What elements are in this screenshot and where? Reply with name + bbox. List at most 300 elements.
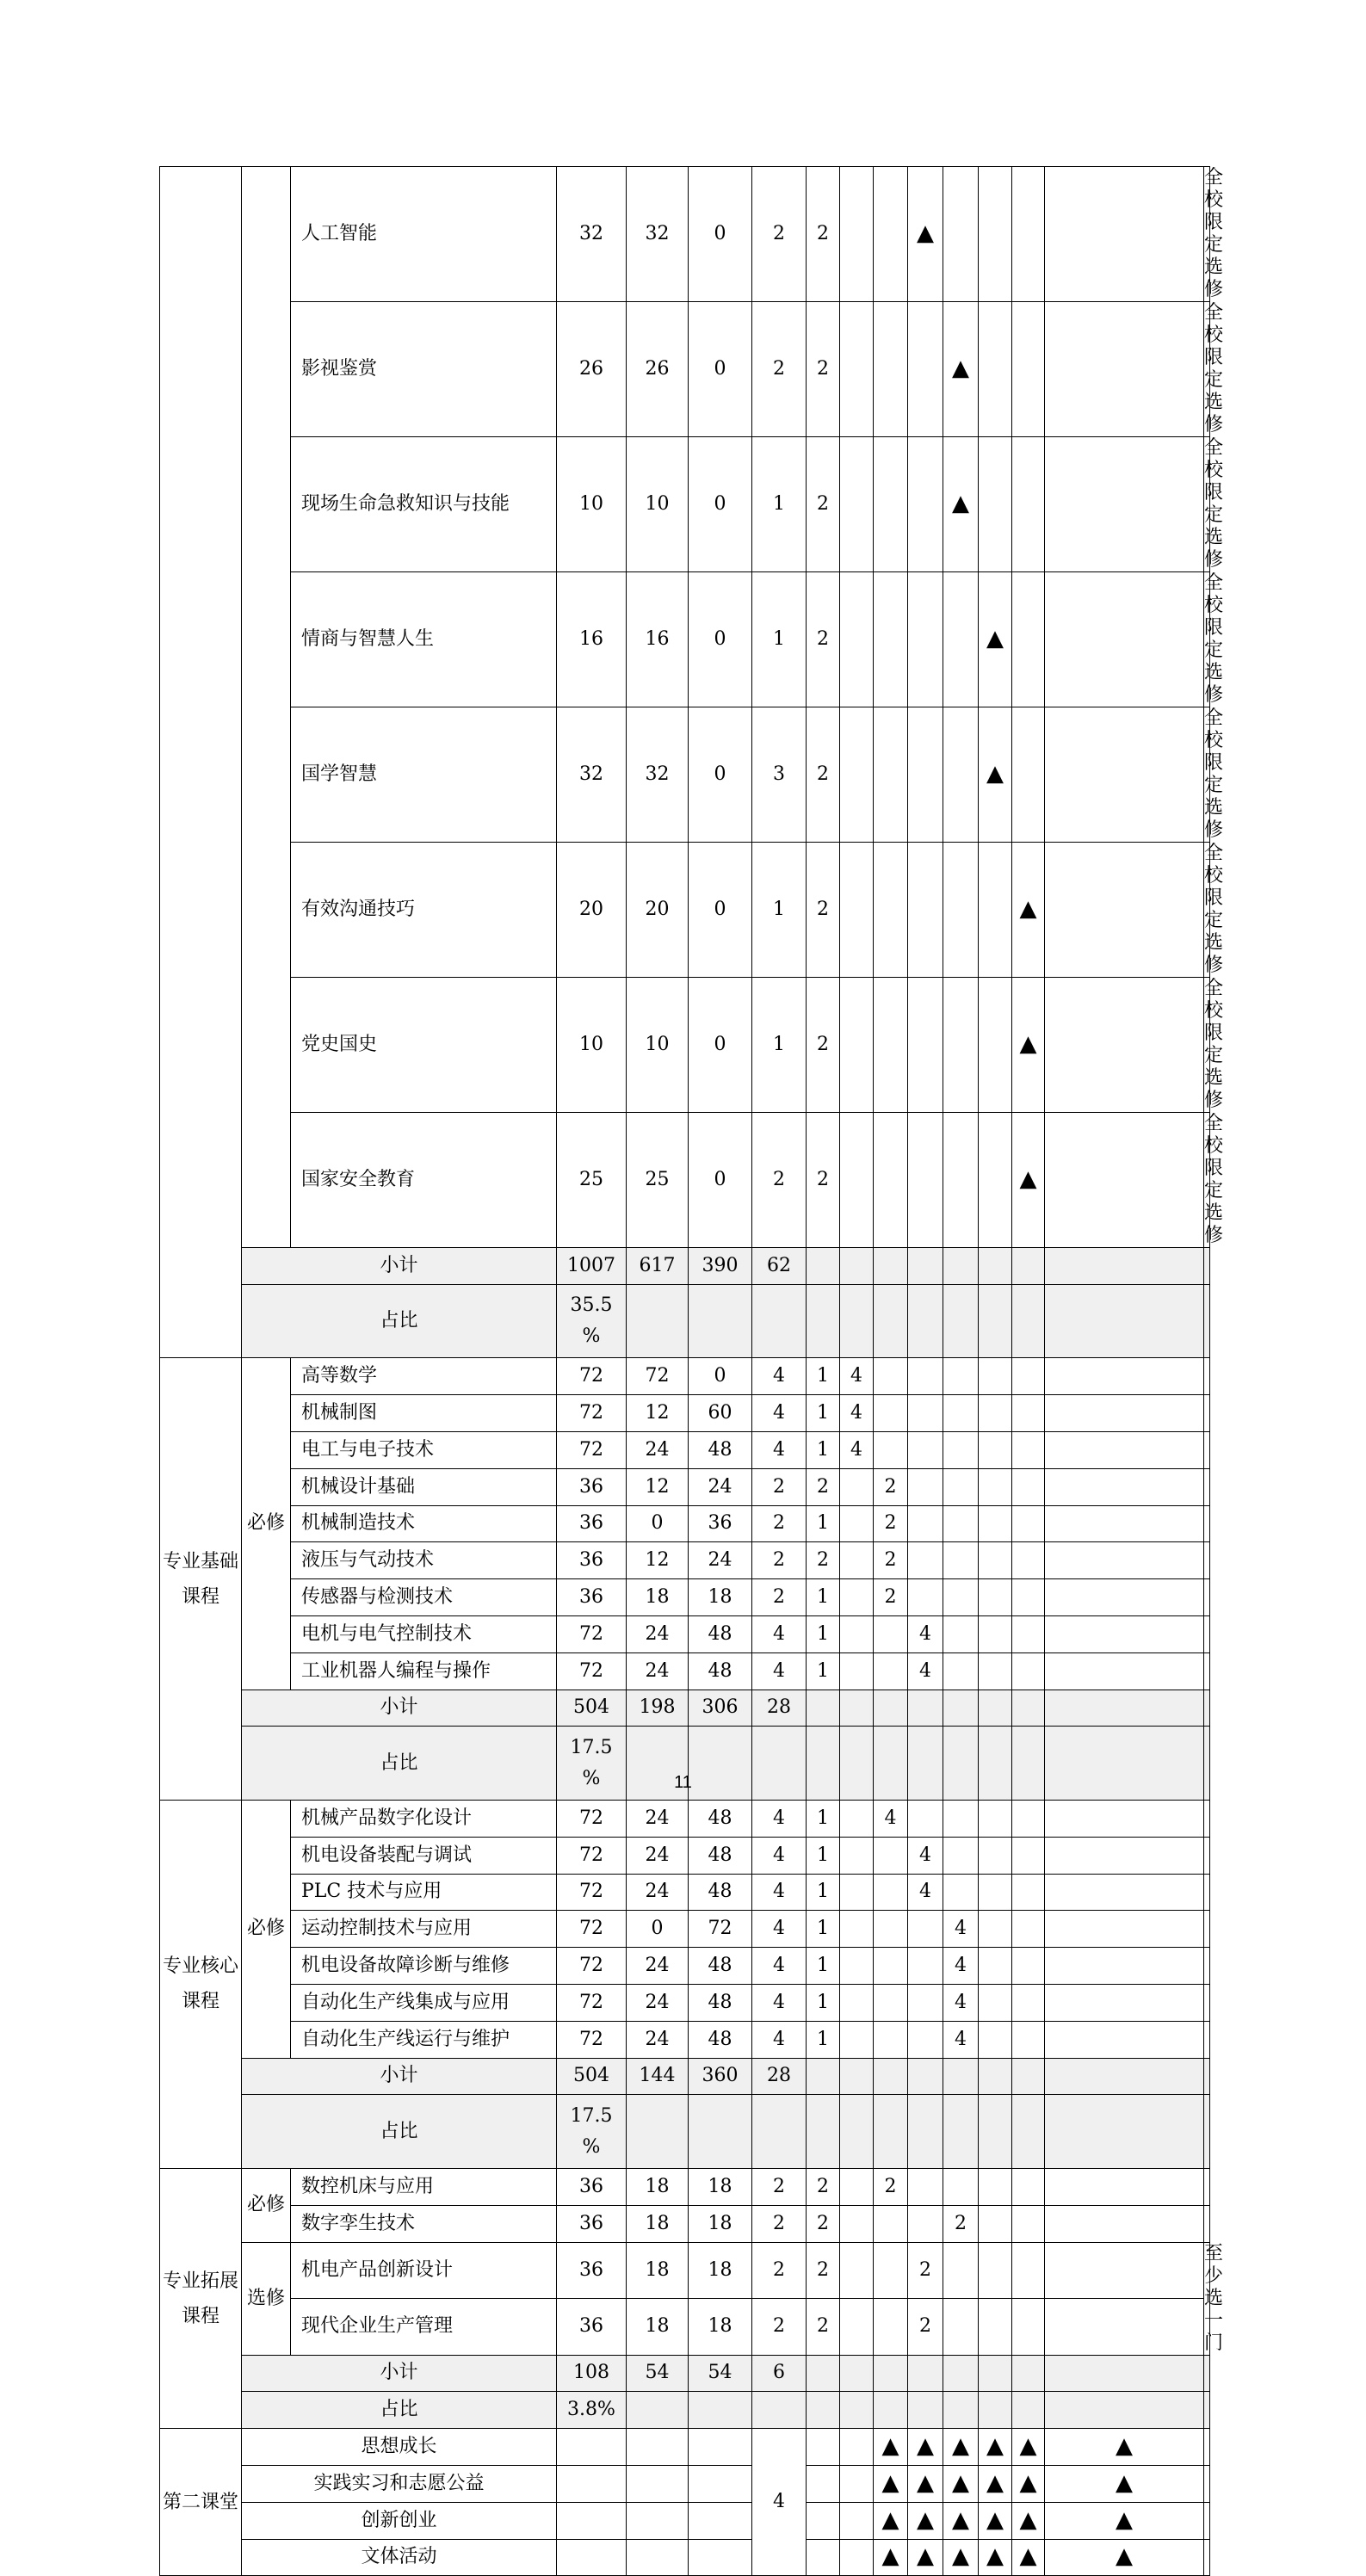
blank-cell <box>1204 1505 1210 1542</box>
second-classroom-category-label: 第二课堂 <box>160 2429 242 2576</box>
credits: 4 <box>752 1874 807 1911</box>
blank-cell <box>1045 1984 1204 2021</box>
course-name: 现代企业生产管理 <box>291 2299 557 2356</box>
blank-cell <box>943 2355 979 2392</box>
blank-cell <box>807 2392 840 2429</box>
ratio-label: 占比 <box>242 2392 557 2429</box>
subtotal-theory-hours: 54 <box>627 2355 689 2392</box>
assessment: 2 <box>807 2168 840 2205</box>
course-note: 全校限定选修 <box>1204 707 1224 841</box>
table-row <box>160 1800 1210 1837</box>
semester-3-cell <box>943 2539 979 2576</box>
blank-cell <box>1045 1690 1204 1727</box>
blank-cell <box>943 1248 979 1285</box>
semester-6-hours <box>1012 1395 1045 1432</box>
blank-cell <box>1045 2021 1204 2058</box>
practice-hours: 0 <box>689 572 752 707</box>
practice-hours: 24 <box>689 1468 752 1505</box>
triangle-marker-icon: ▲ <box>1019 2433 1037 2459</box>
theory-hours: 32 <box>627 707 689 843</box>
elective-note: 至少选一门 <box>1204 2242 1224 2354</box>
blank-cell <box>1045 1579 1204 1616</box>
theory-hours: 32 <box>627 167 689 302</box>
practice-hours: 0 <box>689 437 752 572</box>
blank-cell <box>1012 1248 1045 1285</box>
semester-6-hours <box>1012 1358 1045 1395</box>
table-row <box>160 2465 1210 2502</box>
semester-5-hours <box>979 1615 1012 1652</box>
triangle-marker-icon: ▲ <box>952 355 969 381</box>
semester-2-hours <box>874 1358 908 1395</box>
total-hours: 25 <box>557 1113 627 1248</box>
semester-5-hours <box>979 1579 1012 1616</box>
type-cell-continued <box>242 167 291 1248</box>
semester-6-hours <box>1012 1948 1045 1985</box>
semester-2-hours <box>874 1615 908 1652</box>
blank-cell <box>943 2095 979 2169</box>
subtotal-practice-hours: 306 <box>689 1690 752 1727</box>
total-hours: 72 <box>557 1395 627 1432</box>
semester-4-cell <box>943 167 979 302</box>
semester-4-hours: 4 <box>943 1984 979 2021</box>
credits: 3 <box>752 707 807 843</box>
table-row <box>160 1911 1210 1948</box>
blank-cell <box>979 1690 1012 1727</box>
semester-5-cell <box>979 1113 1012 1248</box>
theory-hours: 0 <box>627 1505 689 1542</box>
subtotal-label: 小计 <box>242 1248 557 1285</box>
semester-2-cell <box>874 437 908 572</box>
course-name: 高等数学 <box>291 1358 557 1395</box>
table-row <box>160 2205 1210 2242</box>
semester-6-cell <box>1012 843 1045 978</box>
assessment: 2 <box>807 302 840 437</box>
blank-cell <box>1204 1652 1210 1690</box>
semester-6-cell <box>1045 2465 1204 2502</box>
semester-2-hours <box>874 2021 908 2058</box>
practice-hours: 48 <box>689 1652 752 1690</box>
practice-hours: 18 <box>689 1579 752 1616</box>
credits: 2 <box>752 1579 807 1616</box>
blank-cell <box>840 2502 874 2539</box>
course-name: 机电设备故障诊断与维修 <box>291 1948 557 1985</box>
theory-hours: 72 <box>627 1358 689 1395</box>
assessment: 2 <box>807 167 840 302</box>
table-row <box>160 2095 1210 2169</box>
credits: 4 <box>752 1948 807 1985</box>
semester-1-hours <box>840 1984 874 2021</box>
blank-cell <box>908 2058 943 2095</box>
blank-cell <box>1045 1542 1204 1579</box>
assessment: 2 <box>807 843 840 978</box>
practice-hours: 48 <box>689 1431 752 1468</box>
semester-6-cell <box>1012 1113 1045 1248</box>
blank-cell <box>752 1284 807 1358</box>
semester-5-hours <box>979 1395 1012 1432</box>
semester-3-hours <box>908 1542 943 1579</box>
credits: 4 <box>752 1800 807 1837</box>
course-note: 全校限定选修 <box>1204 572 1224 706</box>
ratio-label: 占比 <box>242 1284 557 1358</box>
semester-4-cell <box>979 2465 1012 2502</box>
course-name: 机械设计基础 <box>291 1468 557 1505</box>
foundation-category-label: 专业基础课程 <box>160 1358 242 1801</box>
semester-1-hours <box>840 1837 874 1874</box>
semester-5-hours <box>979 1431 1012 1468</box>
credits: 4 <box>752 1652 807 1690</box>
subtotal-label: 小计 <box>242 1690 557 1727</box>
course-name: 有效沟通技巧 <box>291 843 557 978</box>
semester-2-hours <box>874 2242 908 2299</box>
total-hours: 36 <box>557 2205 627 2242</box>
practice-hours: 0 <box>689 302 752 437</box>
semester-3-cell <box>908 843 943 978</box>
semester-1-hours <box>840 2168 874 2205</box>
semester-4-cell <box>943 1113 979 1248</box>
semester-6-hours <box>1012 2021 1045 2058</box>
table-row <box>160 1248 1210 1285</box>
table-row <box>160 2021 1210 2058</box>
table-row <box>160 978 1210 1113</box>
triangle-marker-icon: ▲ <box>986 626 1004 652</box>
blank-cell <box>1204 1431 1210 1468</box>
blank-cell <box>689 2502 752 2539</box>
semester-6-hours <box>1012 1984 1045 2021</box>
theory-hours: 18 <box>627 2242 689 2299</box>
semester-4-hours <box>943 1542 979 1579</box>
semester-2-cell <box>908 2502 943 2539</box>
subtotal-credits: 28 <box>752 2058 807 2095</box>
blank-cell <box>979 1284 1012 1358</box>
triangle-marker-icon: ▲ <box>952 2506 969 2533</box>
semester-6-hours <box>1012 2205 1045 2242</box>
assessment: 1 <box>807 1358 840 1395</box>
credits: 4 <box>752 1911 807 1948</box>
semester-5-hours <box>979 1948 1012 1985</box>
category-cell-continued <box>160 167 242 1358</box>
credits: 1 <box>752 437 807 572</box>
semester-3-cell <box>908 707 943 843</box>
blank-cell <box>874 1284 908 1358</box>
semester-2-hours <box>874 1874 908 1911</box>
semester-2-hours: 2 <box>874 1505 908 1542</box>
semester-6-cell <box>1045 2539 1204 2576</box>
course-name: 工业机器人编程与操作 <box>291 1652 557 1690</box>
semester-3-hours <box>908 2205 943 2242</box>
semester-4-hours <box>943 2242 979 2299</box>
semester-5-hours <box>979 2205 1012 2242</box>
total-hours: 36 <box>557 1579 627 1616</box>
triangle-marker-icon: ▲ <box>952 2469 969 2496</box>
practice-hours: 48 <box>689 1874 752 1911</box>
blank-cell <box>1204 1468 1210 1505</box>
blank-cell <box>627 2539 689 2576</box>
subtotal-theory-hours: 617 <box>627 1248 689 1285</box>
semester-3-hours <box>908 1984 943 2021</box>
blank-cell <box>1204 1284 1210 1358</box>
course-name: 情商与智慧人生 <box>291 572 557 707</box>
foundation-type-label: 必修 <box>242 1358 291 1690</box>
theory-hours: 10 <box>627 978 689 1113</box>
semester-4-cell <box>943 978 979 1113</box>
blank-cell <box>557 2429 627 2466</box>
subtotal-label: 小计 <box>242 2058 557 2095</box>
theory-hours: 12 <box>627 1468 689 1505</box>
blank-cell <box>874 2355 908 2392</box>
triangle-marker-icon: ▲ <box>917 2469 934 2496</box>
credits: 2 <box>752 2299 807 2356</box>
blank-cell <box>689 2392 752 2429</box>
blank-cell <box>979 1248 1012 1285</box>
blank-cell <box>908 1690 943 1727</box>
semester-2-cell <box>874 843 908 978</box>
semester-5-cell <box>979 978 1012 1113</box>
triangle-marker-icon: ▲ <box>1019 2506 1037 2533</box>
total-hours: 36 <box>557 2299 627 2356</box>
semester-4-hours <box>943 1468 979 1505</box>
triangle-marker-icon: ▲ <box>952 2433 969 2459</box>
blank-cell <box>1045 167 1204 302</box>
semester-1-cell <box>874 2539 908 2576</box>
blank-cell <box>627 2502 689 2539</box>
credits: 2 <box>752 2168 807 2205</box>
blank-cell <box>1204 2465 1210 2502</box>
semester-2-cell <box>874 978 908 1113</box>
blank-cell <box>1045 1358 1204 1395</box>
triangle-marker-icon: ▲ <box>986 2469 1004 2496</box>
blank-cell <box>627 2429 689 2466</box>
blank-cell <box>1045 2095 1204 2169</box>
semester-6-cell <box>1012 707 1045 843</box>
blank-cell <box>1204 1690 1210 1727</box>
semester-2-hours <box>874 1431 908 1468</box>
assessment: 2 <box>807 1468 840 1505</box>
blank-cell <box>1204 2355 1210 2392</box>
practice-hours: 72 <box>689 1911 752 1948</box>
semester-6-hours <box>1012 1542 1045 1579</box>
blank-cell <box>1204 2502 1210 2539</box>
credits: 2 <box>752 2205 807 2242</box>
table-row <box>160 1615 1210 1652</box>
table-row <box>160 1542 1210 1579</box>
practice-hours: 48 <box>689 1800 752 1837</box>
second-classroom-item: 创新创业 <box>242 2502 557 2539</box>
credits: 4 <box>752 1395 807 1432</box>
semester-3-hours <box>908 1800 943 1837</box>
total-hours: 72 <box>557 1874 627 1911</box>
course-name: 数控机床与应用 <box>291 2168 557 2205</box>
blank-cell <box>943 1284 979 1358</box>
ratio-label: 占比 <box>242 2095 557 2169</box>
credits: 2 <box>752 1468 807 1505</box>
semester-1-hours <box>840 2242 874 2299</box>
theory-hours: 24 <box>627 1837 689 1874</box>
blank-cell <box>627 2095 689 2169</box>
blank-cell <box>1045 2355 1204 2392</box>
course-note: 全校限定选修 <box>1204 978 1224 1111</box>
semester-3-hours: 4 <box>908 1652 943 1690</box>
blank-cell <box>840 1248 874 1285</box>
course-name: 机械产品数字化设计 <box>291 1800 557 1837</box>
second-classroom-item: 思想成长 <box>242 2429 557 2466</box>
blank-cell <box>807 2355 840 2392</box>
blank-cell <box>1204 2058 1210 2095</box>
total-hours: 72 <box>557 1837 627 1874</box>
blank-cell <box>840 2392 874 2429</box>
semester-2-hours <box>874 2205 908 2242</box>
blank-cell <box>1012 1690 1045 1727</box>
triangle-marker-icon: ▲ <box>952 491 969 516</box>
subtotal-total-hours: 504 <box>557 2058 627 2095</box>
blank-cell <box>908 2392 943 2429</box>
semester-4-hours <box>943 1874 979 1911</box>
blank-cell <box>1204 1874 1210 1911</box>
theory-hours: 24 <box>627 2021 689 2058</box>
table-row <box>160 1984 1210 2021</box>
semester-6-cell <box>1012 572 1045 707</box>
semester-3-hours <box>908 2021 943 2058</box>
semester-6-cell <box>1045 2429 1204 2466</box>
total-hours: 72 <box>557 1358 627 1395</box>
semester-1-hours <box>840 1579 874 1616</box>
practice-hours: 18 <box>689 2205 752 2242</box>
table-row <box>160 2299 1210 2356</box>
theory-hours: 24 <box>627 1984 689 2021</box>
blank-cell <box>689 2539 752 2576</box>
core-category-label: 专业核心课程 <box>160 1800 242 2168</box>
semester-5-hours <box>979 1837 1012 1874</box>
semester-3-cell <box>943 2465 979 2502</box>
blank-cell <box>979 2095 1012 2169</box>
semester-3-hours <box>908 1431 943 1468</box>
semester-4-hours: 4 <box>943 1948 979 1985</box>
theory-hours: 26 <box>627 302 689 437</box>
total-hours: 72 <box>557 2021 627 2058</box>
semester-1-hours: 4 <box>840 1431 874 1468</box>
blank-cell <box>807 2095 840 2169</box>
semester-4-cell <box>943 302 979 437</box>
course-name: 运动控制技术与应用 <box>291 1911 557 1948</box>
credits: 1 <box>752 843 807 978</box>
course-name: 数字孪生技术 <box>291 2205 557 2242</box>
subtotal-practice-hours: 390 <box>689 1248 752 1285</box>
semester-2-hours <box>874 1395 908 1432</box>
semester-5-hours <box>979 1984 1012 2021</box>
total-hours: 72 <box>557 1948 627 1985</box>
blank-cell <box>840 2095 874 2169</box>
table-row <box>160 2392 1210 2429</box>
semester-5-hours <box>979 1874 1012 1911</box>
semester-4-hours <box>943 1579 979 1616</box>
semester-3-cell <box>908 1113 943 1248</box>
practice-hours: 48 <box>689 1615 752 1652</box>
course-name: 液压与气动技术 <box>291 1542 557 1579</box>
credits: 4 <box>752 1837 807 1874</box>
second-classroom-credits: 4 <box>752 2429 807 2576</box>
blank-cell <box>807 2502 840 2539</box>
blank-cell <box>752 2095 807 2169</box>
semester-4-hours <box>943 1505 979 1542</box>
triangle-marker-icon: ▲ <box>881 2469 899 2496</box>
blank-cell <box>1045 1948 1204 1985</box>
blank-cell <box>752 2392 807 2429</box>
semester-3-cell <box>908 302 943 437</box>
semester-6-hours <box>1012 2168 1045 2205</box>
theory-hours: 24 <box>627 1874 689 1911</box>
blank-cell <box>840 1690 874 1727</box>
semester-2-hours <box>874 1948 908 1985</box>
practice-hours: 18 <box>689 2168 752 2205</box>
semester-2-cell <box>874 572 908 707</box>
blank-cell <box>1045 1652 1204 1690</box>
blank-cell <box>1012 1284 1045 1358</box>
blank-cell <box>1204 1911 1210 1948</box>
practice-hours: 0 <box>689 1358 752 1395</box>
assessment: 1 <box>807 1395 840 1432</box>
course-name: 自动化生产线运行与维护 <box>291 2021 557 2058</box>
semester-4-hours <box>943 2299 979 2356</box>
triangle-marker-icon: ▲ <box>986 761 1004 787</box>
theory-hours: 10 <box>627 437 689 572</box>
semester-1-cell <box>840 1113 874 1248</box>
table-row <box>160 2058 1210 2095</box>
blank-cell <box>1204 1358 1210 1395</box>
semester-1-cell <box>840 707 874 843</box>
table-row <box>160 1652 1210 1690</box>
theory-hours: 25 <box>627 1113 689 1248</box>
semester-2-hours: 2 <box>874 2168 908 2205</box>
semester-4-hours <box>943 1431 979 1468</box>
blank-cell <box>840 2429 874 2466</box>
semester-3-cell <box>908 167 943 302</box>
semester-2-hours <box>874 1837 908 1874</box>
triangle-marker-icon: ▲ <box>1019 2543 1037 2570</box>
total-hours: 72 <box>557 1615 627 1652</box>
semester-4-hours <box>943 1837 979 1874</box>
semester-2-hours <box>874 1911 908 1948</box>
semester-6-cell <box>1012 437 1045 572</box>
credits: 4 <box>752 1615 807 1652</box>
blank-cell <box>807 2539 840 2576</box>
blank-cell <box>1204 2168 1210 2205</box>
blank-cell <box>1045 1615 1204 1652</box>
blank-cell <box>943 2058 979 2095</box>
triangle-marker-icon: ▲ <box>986 2543 1004 2570</box>
credits: 4 <box>752 2021 807 2058</box>
course-name: 国学智慧 <box>291 707 557 843</box>
assessment: 2 <box>807 707 840 843</box>
blank-cell <box>1204 2429 1210 2466</box>
semester-2-cell <box>908 2539 943 2576</box>
blank-cell <box>1045 437 1204 572</box>
semester-4-cell <box>979 2429 1012 2466</box>
blank-cell <box>908 2095 943 2169</box>
table-row <box>160 2429 1210 2466</box>
table-row <box>160 167 1210 302</box>
blank-cell <box>627 2465 689 2502</box>
semester-3-cell <box>943 2429 979 2466</box>
blank-cell <box>1204 1948 1210 1985</box>
semester-1-cell <box>840 978 874 1113</box>
table-row <box>160 1358 1210 1395</box>
semester-2-hours <box>874 1984 908 2021</box>
semester-5-hours <box>979 2021 1012 2058</box>
theory-hours: 20 <box>627 843 689 978</box>
subtotal-credits: 28 <box>752 1690 807 1727</box>
theory-hours: 24 <box>627 1652 689 1690</box>
blank-cell <box>557 2502 627 2539</box>
semester-3-cell <box>908 572 943 707</box>
